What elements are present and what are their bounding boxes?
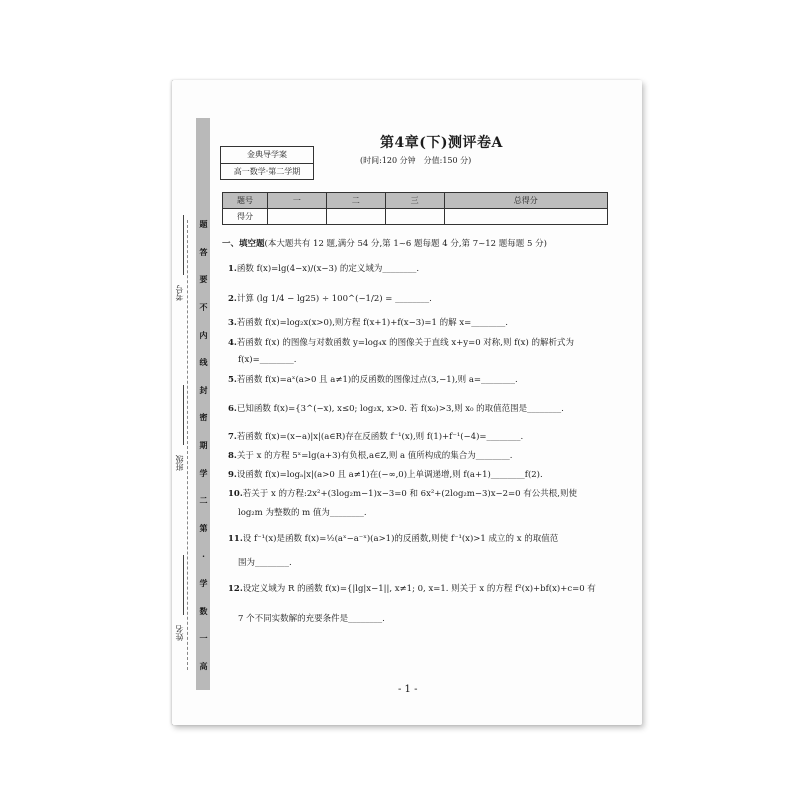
score-cell[interactable] [444,209,607,225]
strip-char: 学 [199,578,208,589]
brand-box [220,146,314,180]
score-header-cell: 题号 [223,193,268,209]
section-label: 一、填空题 [222,239,265,249]
question-10-cont: log₂m 为整数的 m 值为________. [238,508,367,518]
label-class: 班级 [175,455,184,471]
question-5: 5.若函数 f(x)=aˣ(a>0 且 a≠1)的反函数的图像过点(3,−1),则 a=________. [228,375,518,385]
strip-char: 期 [199,440,208,450]
strip-char: 一 [199,633,208,644]
question-2: 2.计算 (lg 1/4 − lg25) ÷ 100^(−1/2) = ________. [228,294,432,304]
question-1: 1.函数 f(x)=lg(4−x)/(x−3) 的定义域为________. [228,264,420,274]
question-8: 8.关于 x 的方程 5ˣ=lg(a+3)有负根,a∈Z,则 a 值所构成的集合为________. [228,451,513,461]
strip-char: 封 [199,384,208,395]
score-header-cell: 一 [268,193,327,209]
strip-char: 二 [199,495,208,506]
score-table [222,192,608,225]
strip-char: 题 [199,219,208,229]
answer-line-name [183,555,184,615]
score-cell[interactable] [385,209,444,225]
strip-char: 内 [199,329,208,340]
question-4: 4.若函数 f(x) 的图像与对数函数 y=log₄x 的图像关于直线 x+y=0 对称,则 f(x) 的解析式为 [228,338,574,348]
strip-char: 学 [199,467,208,478]
score-cell[interactable] [268,209,327,225]
strip-char: 高 [199,661,208,671]
strip-char: 数 [199,605,208,616]
question-6: 6.已知函数 f(x)={3^(−x), x≤0; log₂x, x>0. 若 f(x₀)>3,则 x₀ 的取值范围是________. [228,404,564,414]
question-10: 10.若关于 x 的方程:2x²+(3log₂m−1)x−3=0 和 6x²+(2log₂m−3)x−2=0 有公共根,则使 [228,489,577,499]
answer-line-exam-number [183,215,184,275]
label-exam-number: 考号 [175,285,184,301]
score-table-header-row [223,193,608,209]
label-name: 姓名 [175,625,184,641]
score-cell[interactable] [326,209,385,225]
question-11: 11.设 f⁻¹(x)是函数 f(x)=½(aˣ−a⁻ˣ)(a>1)的反函数,则使 f⁻¹(x)>1 成立的 x 的取值范 [228,534,559,544]
question-4-cont: f(x)=________. [238,355,297,365]
strip-char: 第 [199,522,208,533]
score-header-cell: 三 [385,193,444,209]
question-12: 12.设定义域为 R 的函数 f(x)={|lg|x−1||, x≠1; 0, x=1. 则关于 x 的方程 f²(x)+bf(x)+c=0 有 [228,584,596,594]
score-header-cell: 总得分 [444,193,607,209]
question-3: 3.若函数 f(x)=log₂x(x>0),则方程 f(x+1)+f(x−3)=1 的解 x=________. [228,318,508,328]
section-note: (本大题共有 12 题,满分 54 分,第 1~6 题每题 4 分,第 7~12 题每题 5 分) [264,239,547,249]
score-header-cell: 二 [326,193,385,209]
binding-strip-text [200,220,207,670]
section-heading [222,237,547,249]
strip-char: 线 [199,357,208,368]
question-7: 7.若函数 f(x)=(x−a)|x|(a∈R)存在反函数 f⁻¹(x),则 f(1)+f⁻¹(−4)=________. [228,432,524,442]
exam-time-score: (时间:120 分钟 分值:150 分) [360,156,472,165]
strip-char: 密 [199,412,208,423]
page-title: 第4章(下)测评卷A [380,135,503,151]
strip-char: · [202,550,205,561]
page-number: - 1 - [398,684,418,695]
strip-char: 不 [199,301,208,312]
strip-char: 答 [199,246,208,257]
question-12-cont: 7 个不同实数解的充要条件是________. [238,614,385,624]
brand-top: 金典导学案 [221,147,313,164]
question-9: 9.设函数 f(x)=logₐ|x|(a>0 且 a≠1)在(−∞,0)上单调递增,则 f(a+1)________f(2). [228,470,543,480]
score-row-label: 得分 [223,209,268,225]
strip-char: 要 [199,274,208,285]
question-11-cont: 围为________. [238,558,292,568]
score-table-row [223,209,608,225]
answer-line-class [183,385,184,445]
brand-bottom: 高一数学·第二学期 [233,167,301,176]
